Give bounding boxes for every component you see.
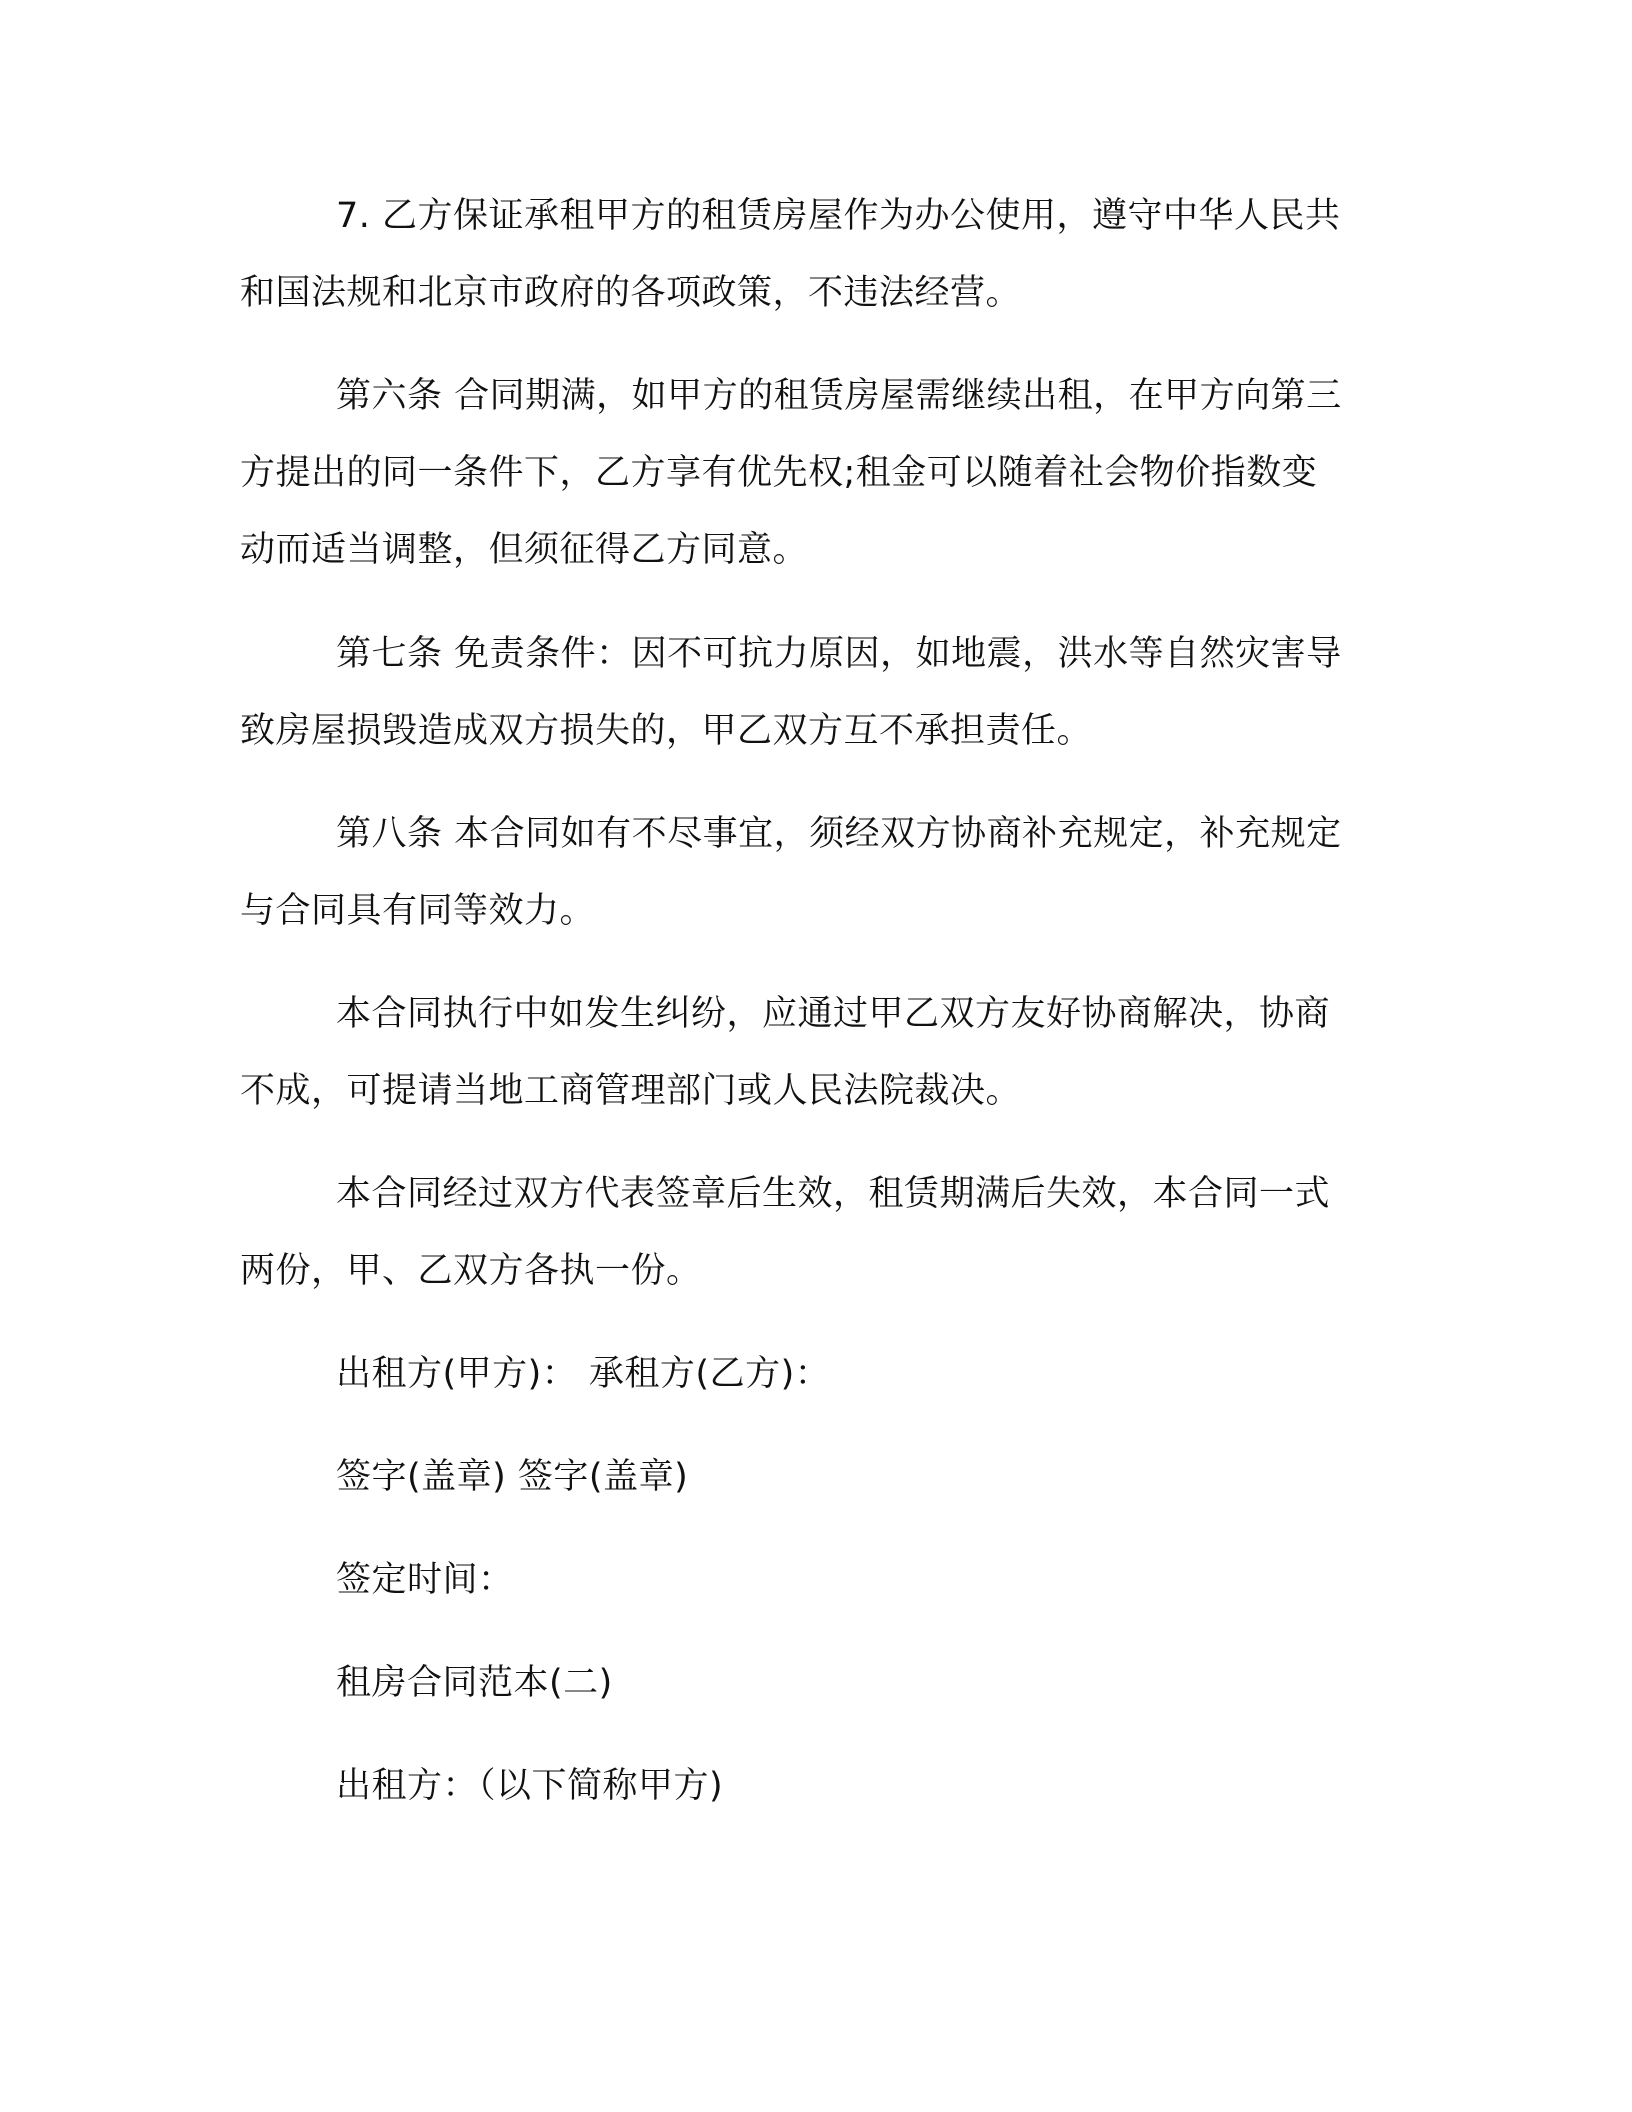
text-line: 出租方：（以下简称甲方) — [336, 1766, 724, 1806]
text-line: 动而适当调整，但须征得乙方同意。 — [240, 530, 809, 570]
article-8-paragraph — [240, 796, 1342, 950]
clause-7-paragraph — [240, 178, 1341, 332]
text-line: 第七条 免责条件：因不可抗力原因，如地震，洪水等自然灾害导 — [336, 634, 1342, 674]
text-line: 租房合同范本(二) — [336, 1663, 613, 1703]
signature-line — [240, 1439, 688, 1516]
lessor-line — [240, 1748, 723, 1825]
signing-date-line — [240, 1542, 514, 1619]
dispute-paragraph — [240, 976, 1330, 1130]
text-line: 7. 乙方保证承租甲方的租赁房屋作为办公使用，遵守中华人民共 — [336, 196, 1341, 236]
text-line: 第六条 合同期满，如甲方的租赁房屋需继续出租，在甲方向第三 — [336, 376, 1342, 416]
text-line: 签字(盖章) 签字(盖章) — [336, 1457, 689, 1497]
text-line: 本合同经过双方代表签章后生效，租赁期满后失效，本合同一式 — [336, 1174, 1331, 1214]
text-line: 签定时间： — [336, 1560, 514, 1600]
text-line: 和国法规和北京市政府的各项政策，不违法经营。 — [240, 273, 1022, 313]
effectiveness-paragraph — [240, 1156, 1330, 1310]
article-7-paragraph — [240, 616, 1342, 770]
text-line: 两份，甲、乙双方各执一份。 — [240, 1251, 702, 1291]
text-line: 不成，可提请当地工商管理部门或人民法院裁决。 — [240, 1071, 1022, 1111]
text-line: 出租方(甲方)： 承租方(乙方)： — [336, 1354, 831, 1394]
parties-line — [240, 1336, 830, 1413]
contract-template-heading — [240, 1645, 613, 1722]
article-6-paragraph — [240, 358, 1342, 589]
text-line: 致房屋损毁造成双方损失的，甲乙双方互不承担责任。 — [240, 711, 1093, 751]
text-line: 与合同具有同等效力。 — [240, 891, 596, 931]
text-line: 第八条 本合同如有不尽事宜，须经双方协商补充规定，补充规定 — [336, 814, 1342, 854]
text-line: 方提出的同一条件下，乙方享有优先权;租金可以随着社会物价指数变 — [240, 453, 1318, 493]
text-line: 本合同执行中如发生纠纷，应通过甲乙双方友好协商解决，协商 — [336, 994, 1331, 1034]
